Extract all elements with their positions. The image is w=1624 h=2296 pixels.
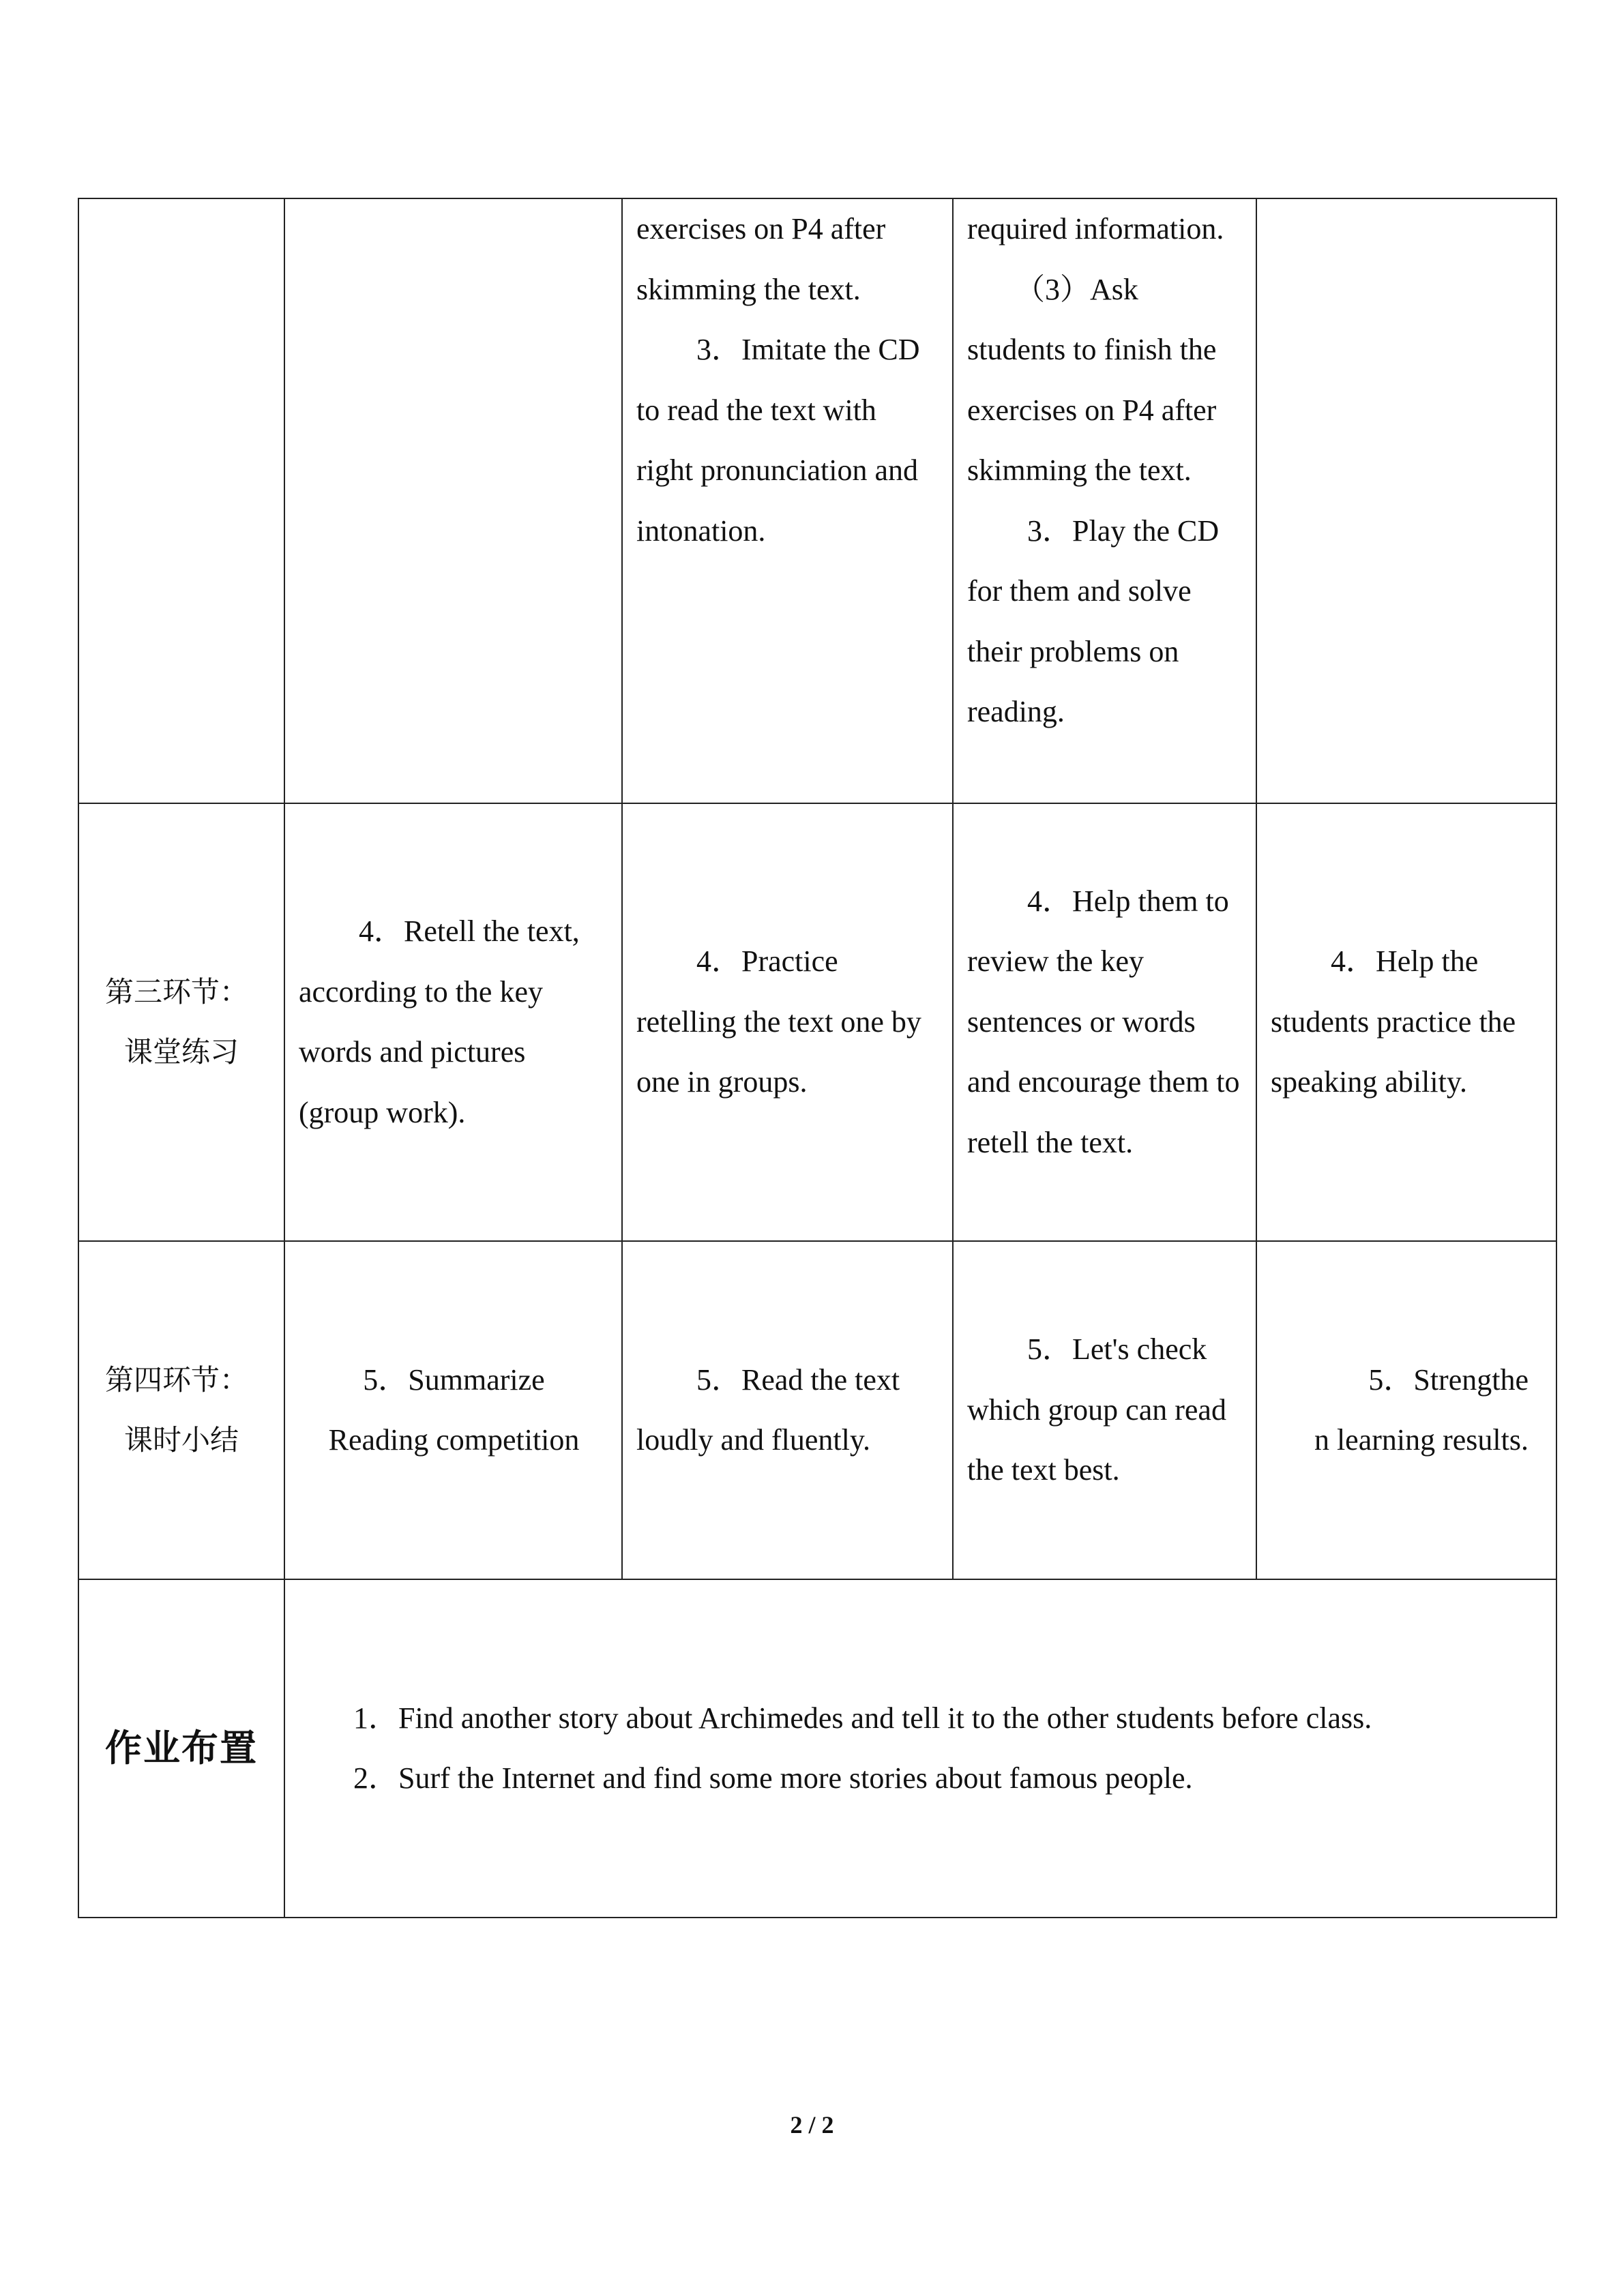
homework-item: 1．Find another story about Archimedes and tell it to the other students before class. [353, 1701, 1372, 1735]
student-activity-text: 3．Imitate the CD to read the text with right pronunciation and intonation. [636, 333, 920, 548]
stage-name: 课时小结 [123, 1423, 239, 1457]
teacher-activity-cell [953, 803, 1256, 1241]
student-activity-cell [622, 1241, 953, 1579]
student-activity-text: 4．Practice retelling the text one by one in groups. [636, 944, 921, 1099]
stage-label: 第三环节： [105, 975, 249, 1009]
purpose-text: n learning results. [1314, 1423, 1529, 1457]
purpose-text: 5．Strengthe [1368, 1362, 1529, 1397]
student-activity-text: exercises on P4 after skimming the text. [636, 212, 886, 306]
activity-cell [284, 198, 622, 803]
teacher-activity-text: （3）Ask students to finish the exercises on P4 after skimming the text. [967, 272, 1217, 487]
activity-cell [284, 803, 622, 1241]
table-row [78, 198, 1556, 803]
teacher-activity-cell [953, 1241, 1256, 1579]
student-activity-cell [622, 198, 953, 803]
lesson-plan-table [78, 198, 1557, 1918]
homework-title-cell [78, 1579, 284, 1918]
activity-text: 4．Retell the text, according to the key words and pictures (group work). [299, 914, 580, 1129]
homework-title: 作业布置 [105, 1726, 258, 1770]
homework-content-cell [284, 1579, 1556, 1918]
table-row [78, 803, 1556, 1241]
purpose-cell [1256, 1241, 1556, 1579]
student-activity-text: 5．Read the text loudly and fluently. [636, 1362, 900, 1457]
teacher-activity-text: required information. [967, 212, 1224, 245]
stage-cell [78, 198, 284, 803]
table-row [78, 1241, 1556, 1579]
activity-text: Reading competition [328, 1423, 580, 1457]
stage-label: 第四环节： [105, 1363, 249, 1397]
stage-cell [78, 1241, 284, 1579]
teacher-activity-text: 5．Let's check which group can read the text best. [967, 1332, 1226, 1487]
purpose-cell [1256, 198, 1556, 803]
teacher-activity-text: 3．Play the CD for them and solve their problems on reading. [967, 513, 1220, 728]
page-number: 2 / 2 [790, 2111, 834, 2138]
stage-cell [78, 803, 284, 1241]
purpose-cell [1256, 803, 1556, 1241]
homework-item: 2．Surf the Internet and find some more stories about famous people. [353, 1761, 1193, 1795]
table-row [78, 1579, 1556, 1918]
purpose-text: 4．Help the students practice the speaking ability. [1271, 944, 1516, 1099]
activity-cell [284, 1241, 622, 1579]
stage-name: 课堂练习 [123, 1035, 239, 1069]
student-activity-cell [622, 803, 953, 1241]
activity-text: 5．Summarize [363, 1362, 545, 1397]
teacher-activity-text: 4．Help them to review the key sentences or words and encourage them to retell the text. [967, 884, 1240, 1159]
teacher-activity-cell [953, 198, 1256, 803]
